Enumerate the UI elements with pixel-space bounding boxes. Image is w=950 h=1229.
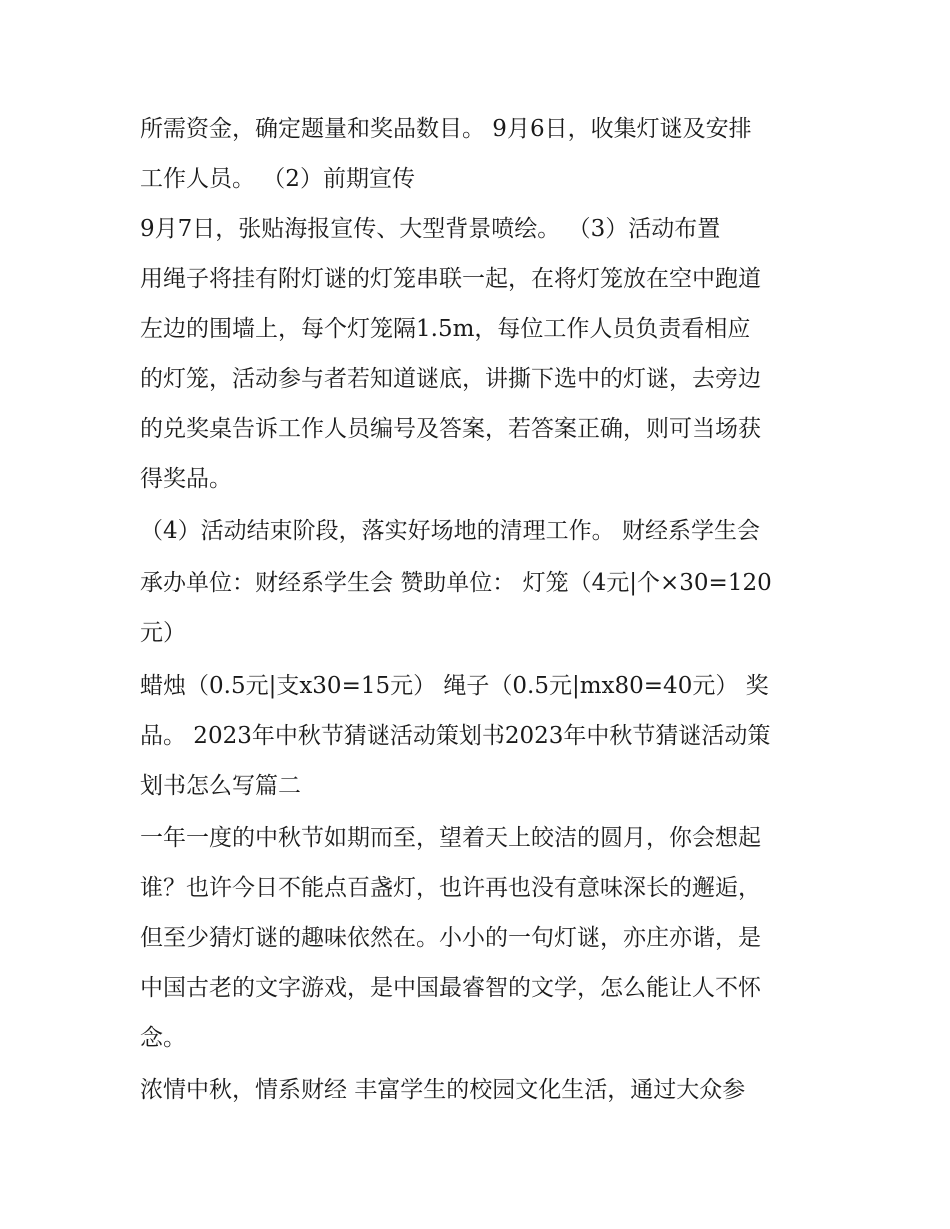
text-line: 念。 — [140, 1025, 186, 1051]
text-line: 一年一度的中秋节如期而至，望着天上皎洁的圆月，你会想起 — [140, 825, 761, 851]
text-line: 的灯笼，活动参与者若知道谜底，讲撕下选中的灯谜，去旁边 — [140, 366, 761, 392]
text-line: 品。 2023年中秋节猜谜活动策划书2023年中秋节猜谜活动策 — [140, 723, 771, 749]
text-line: 的兑奖桌告诉工作人员编号及答案，若答案正确，则可当场获 — [140, 416, 761, 442]
text-line: 划书怎么写篇二 — [140, 773, 301, 799]
text-line: 左边的围墙上，每个灯笼隔1.5m，每位工作人员负责看相应 — [140, 316, 751, 342]
text-line: 浓情中秋，情系财经 丰富学生的校园文化生活，通过大众参 — [140, 1077, 746, 1103]
text-line: 元） — [140, 620, 186, 646]
text-line: 谁？也许今日不能点百盏灯，也许再也没有意味深长的邂逅， — [140, 875, 761, 901]
text-line: （4）活动结束阶段，落实好场地的清理工作。 财经系学生会 — [140, 518, 760, 544]
text-line: 承办单位：财经系学生会 赞助单位： 灯笼（4元|个×30=120 — [140, 570, 772, 596]
text-line: 9月7日，张贴海报宣传、大型背景喷绘。 （3）活动布置 — [140, 216, 721, 242]
text-line: 得奖品。 — [140, 466, 232, 492]
text-line: 用绳子将挂有附灯谜的灯笼串联一起，在将灯笼放在空中跑道 — [140, 266, 761, 292]
text-line: 所需资金，确定题量和奖品数目。 9月6日，收集灯谜及安排 — [140, 116, 752, 142]
text-line: 中国古老的文字游戏，是中国最睿智的文学，怎么能让人不怀 — [140, 975, 761, 1001]
text-line: 蜡烛（0.5元|支x30=15元） 绳子（0.5元|mx80=40元） 奖 — [140, 673, 769, 699]
text-line: 工作人员。 （2）前期宣传 — [140, 166, 415, 192]
text-line: 但至少猜灯谜的趣味依然在。小小的一句灯谜，亦庄亦谐，是 — [140, 925, 761, 951]
